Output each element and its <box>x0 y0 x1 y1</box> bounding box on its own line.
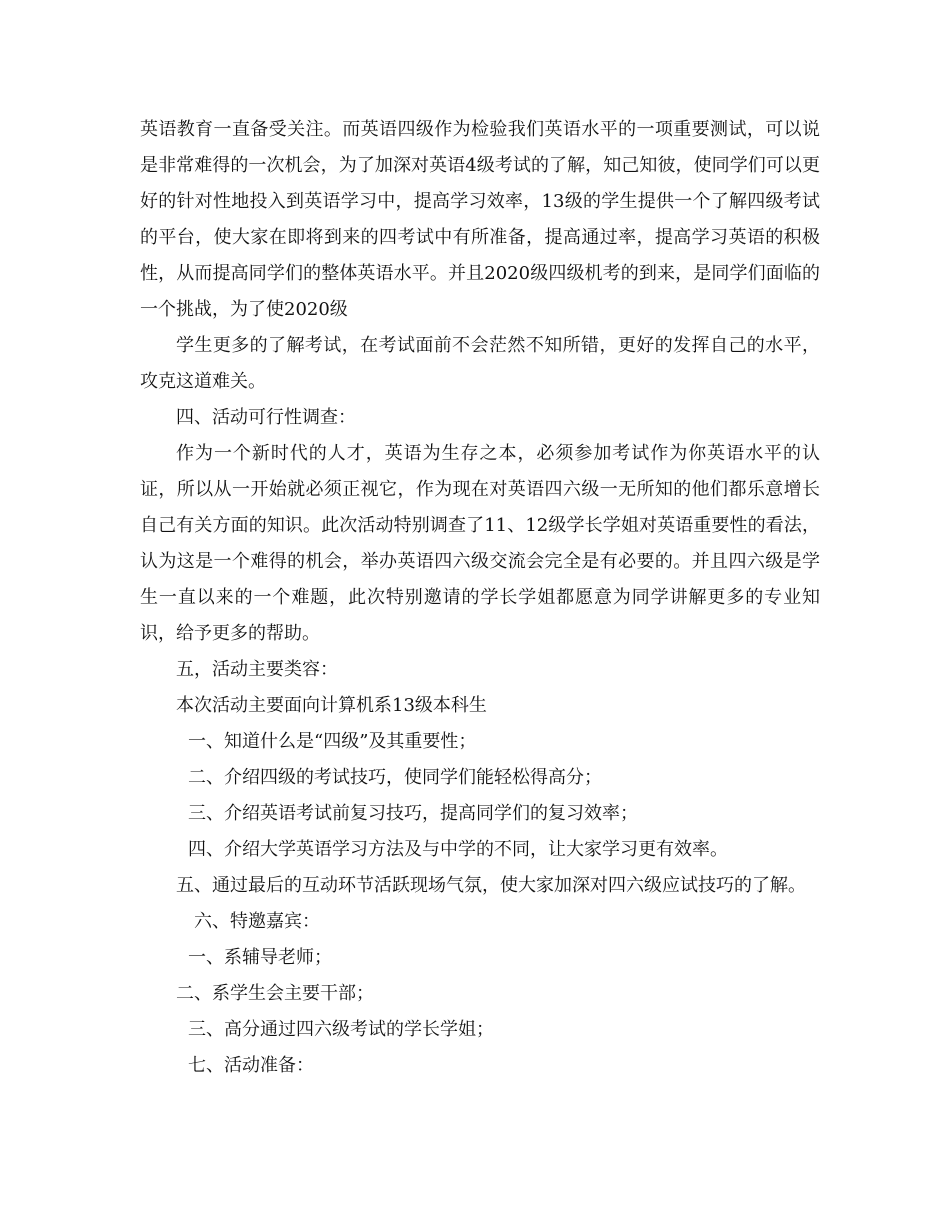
list-item-content-4: 四、介绍大学英语学习方法及与中学的不同，让大家学习更有效率。 <box>188 839 728 860</box>
paragraph-intro-continued: 学生更多的了解考试，在考试面前不会茫然不知所错，更好的发挥自己的水平，攻克这道难关。 <box>140 335 820 392</box>
list-item-content-2: 二、介绍四级的考试技巧，使同学们能轻松得高分； <box>188 767 602 788</box>
paragraph-audience: 本次活动主要面向计算机系13级本科生 <box>176 695 487 716</box>
paragraph-feasibility: 作为一个新时代的人才，英语为生存之本，必须参加考试作为你英语水平的认证，所以从一开始就必须正视它，作为现在对英语四六级一无所知的他们都乐意增长自己有关方面的知识。此次活动特别调查了11、12级学长学姐对英语重要性的看法，认为这是一个难得的机会，举办英语四六级交流会完全是有必要的。并且四六级是学生一直以来的一个难题，此次特别邀请的学长学姐都愿意为同学讲解更多的专业知识，给予更多的帮助。 <box>140 443 820 644</box>
list-item-guest-2: 二、系学生会主要干部； <box>176 983 374 1004</box>
list-item-content-1: 一、知道什么是“四级”及其重要性； <box>188 731 477 752</box>
section-heading-preparation: 七、活动准备： <box>188 1055 314 1076</box>
list-item-content-5: 五、通过最后的互动环节活跃现场气氛，使大家加深对四六级应试技巧的了解。 <box>176 875 806 896</box>
list-item-guest-3: 三、高分通过四六级考试的学长学姐； <box>188 1019 494 1040</box>
section-heading-guests: 六、特邀嘉宾： <box>194 911 320 932</box>
section-heading-feasibility: 四、活动可行性调查： <box>176 407 356 428</box>
document-body <box>140 112 820 1084</box>
section-heading-content: 五，活动主要类容： <box>176 659 338 680</box>
list-item-guest-1: 一、系辅导老师； <box>188 947 332 968</box>
paragraph-intro: 英语教育一直备受关注。而英语四级作为检验我们英语水平的一项重要测试，可以说是非常难得的一次机会，为了加深对英语4级考试的了解，知己知彼，使同学们可以更好的针对性地投入到英语学习中，提高学习效率，13级的学生提供一个了解四级考试的平台，使大家在即将到来的四考试中有所准备，提高通过率，提高学习英语的积极性，从而提高同学们的整体英语水平。并且2020级四级机考的到来，是同学们面临的一个挑战，为了使2020级 <box>140 119 820 320</box>
list-item-content-3: 三、介绍英语考试前复习技巧，提高同学们的复习效率； <box>188 803 638 824</box>
